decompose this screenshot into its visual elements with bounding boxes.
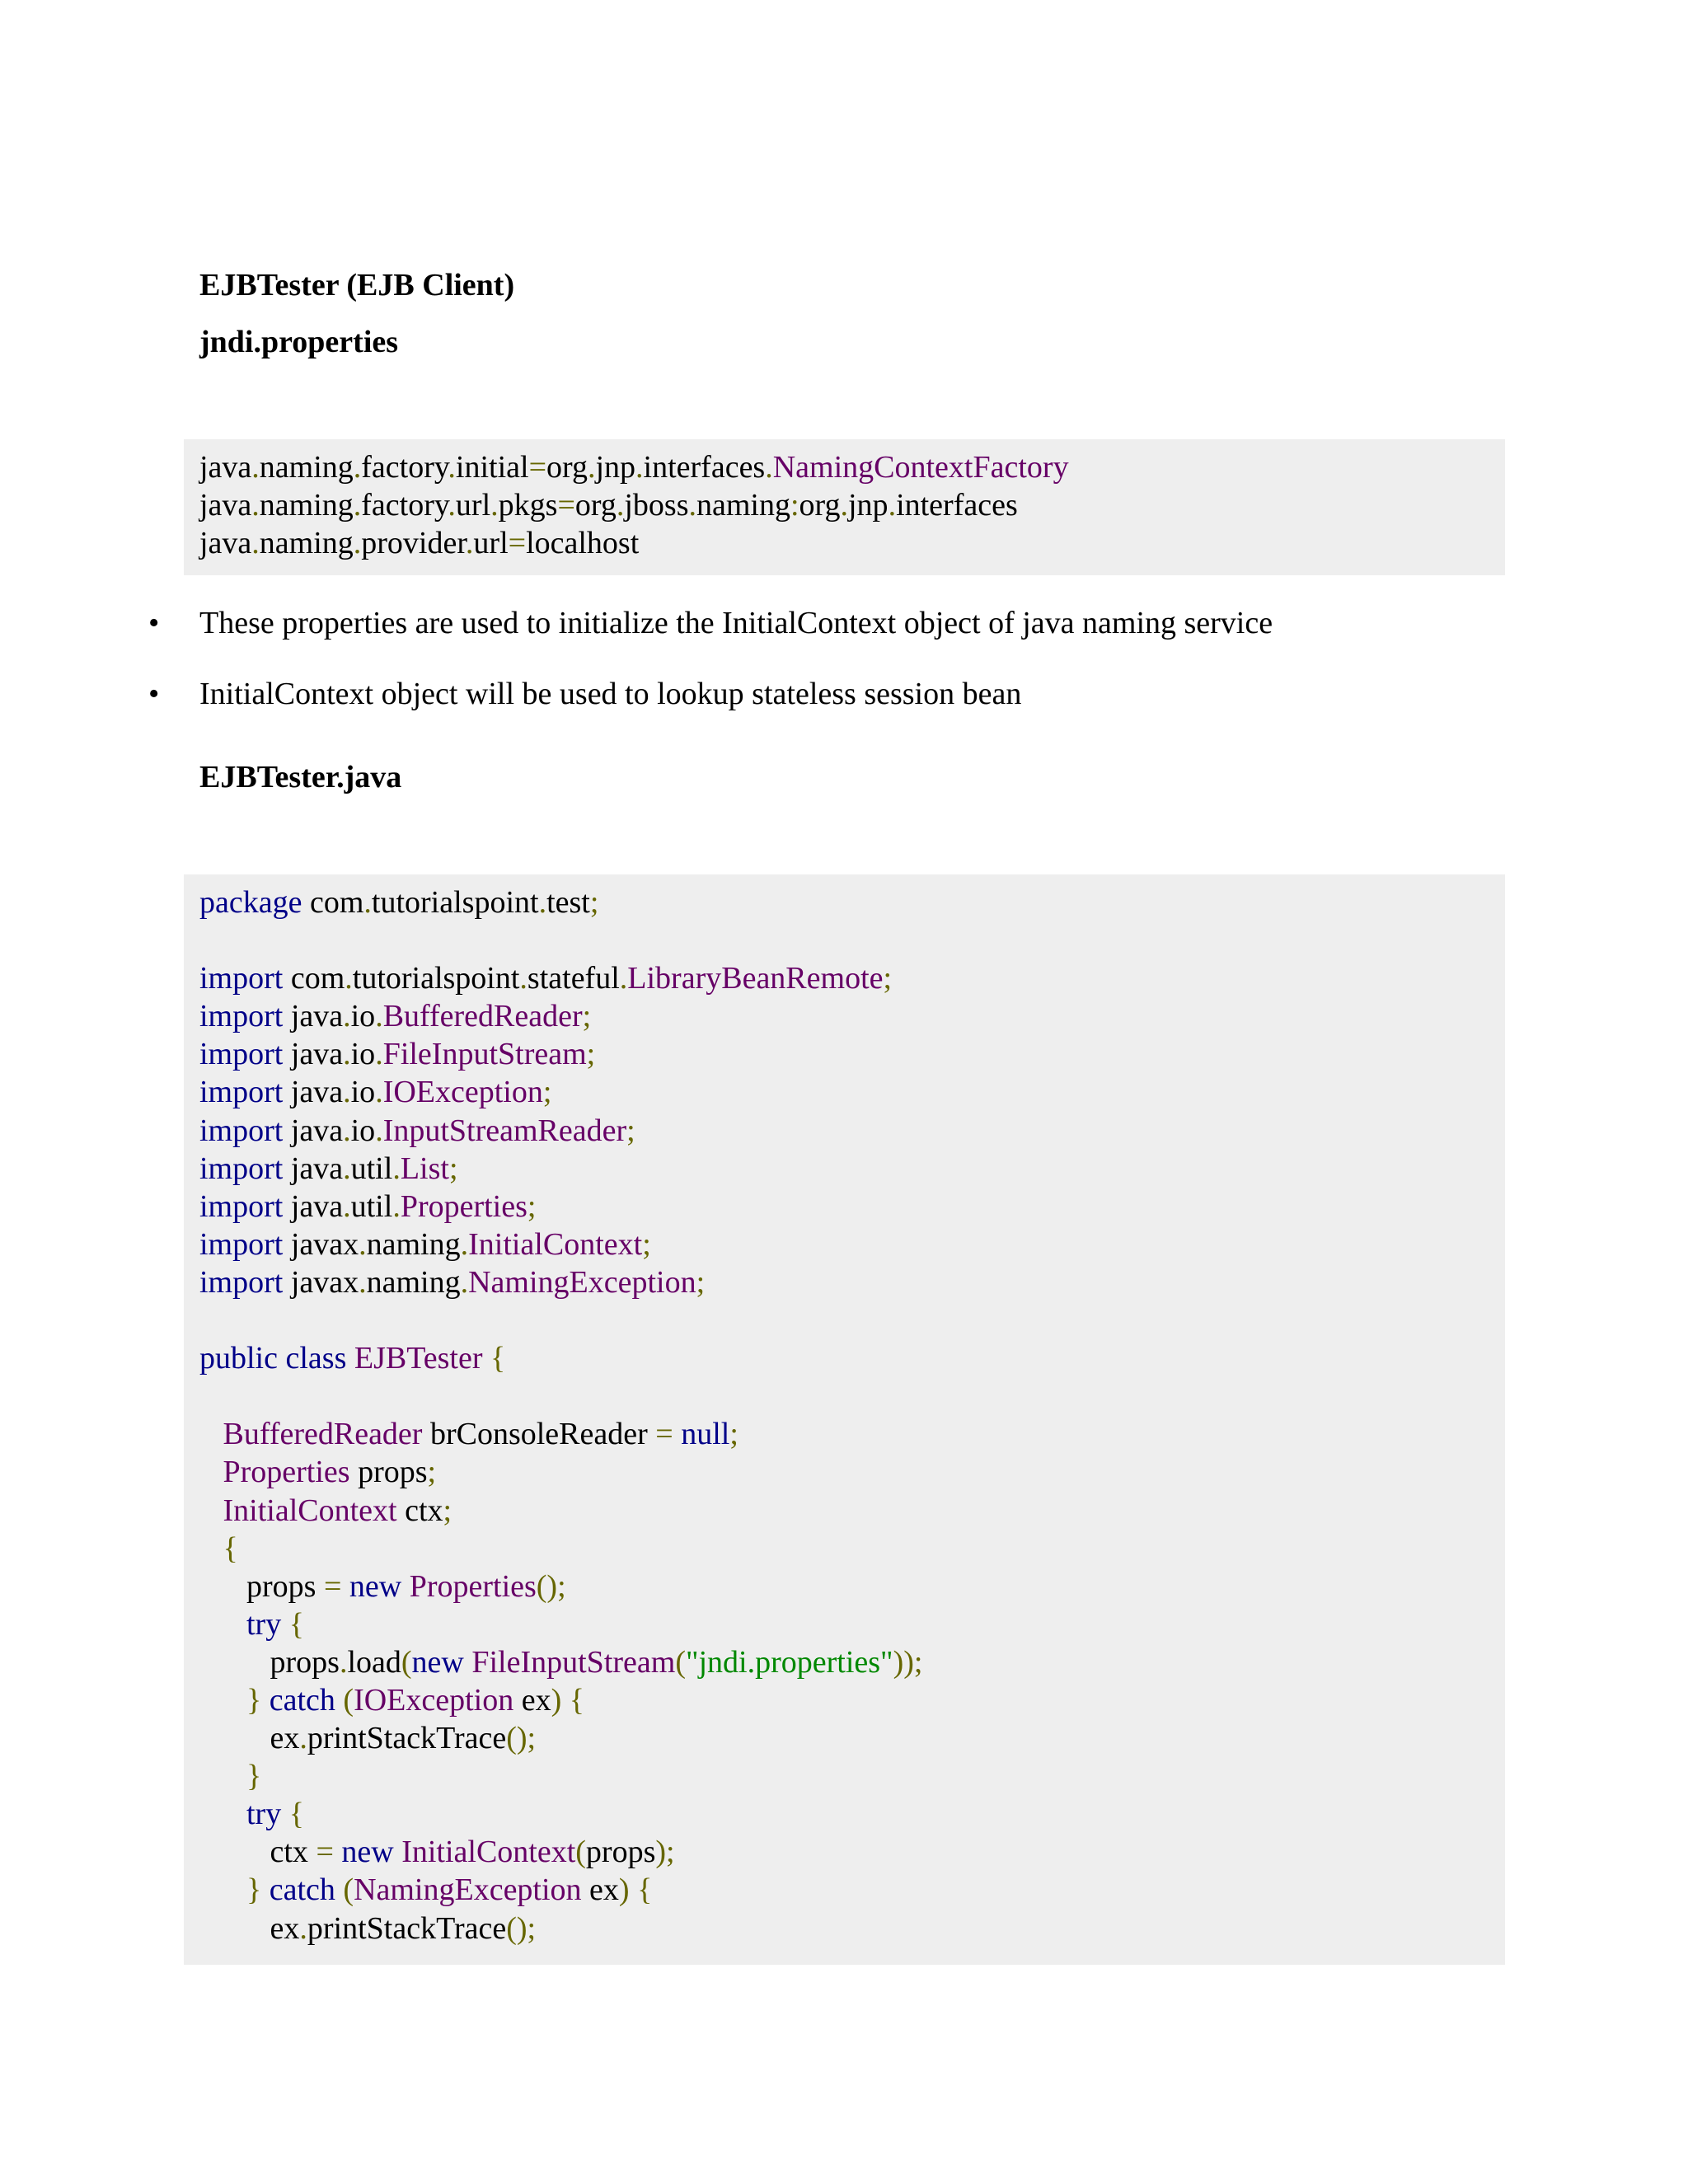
code-token: (); (536, 1568, 566, 1604)
code-token: . (251, 526, 260, 561)
code-token (561, 1683, 570, 1718)
code-token: NamingContextFactory (772, 450, 1069, 485)
code-token: . (353, 488, 362, 523)
code-token: (); (506, 1910, 537, 1946)
code-token: printStackTrace (307, 1721, 507, 1756)
code-token: props (349, 1455, 428, 1490)
code-token: ( (401, 1644, 412, 1680)
code-token: load (347, 1644, 401, 1680)
code-token: Properties (409, 1568, 537, 1604)
code-token: . (616, 488, 625, 523)
code-token (261, 1872, 270, 1907)
code-line (199, 1605, 1505, 1643)
code-token: io (350, 1113, 376, 1148)
code-token: . (448, 488, 456, 523)
code-token: ; (586, 1037, 596, 1072)
code-line (199, 1492, 1505, 1530)
code-token: localhost (526, 526, 640, 561)
code-token: ; (729, 1417, 738, 1452)
code-token: { (288, 1797, 304, 1832)
code-token: ) (618, 1872, 630, 1908)
code-token: . (375, 1113, 383, 1148)
code-line (199, 1188, 1505, 1226)
code-token: try (246, 1606, 282, 1642)
code-token: ( (675, 1644, 686, 1680)
code-token: java (283, 999, 344, 1034)
code-token: naming (259, 450, 354, 485)
code-token: tutorialspoint (371, 885, 539, 920)
code-token: new (341, 1835, 394, 1870)
code-token: : (790, 488, 799, 523)
code-token (199, 1683, 246, 1718)
code-token: ); (655, 1835, 675, 1870)
code-line (199, 921, 1505, 959)
code-token (394, 1835, 402, 1869)
code-line (199, 1415, 1505, 1453)
code-token: InitialContext (223, 1493, 397, 1528)
code-token: jboss (624, 488, 689, 523)
code-line (199, 1910, 1505, 1947)
code-token: props (199, 1644, 340, 1680)
code-token: . (465, 526, 474, 561)
code-token: . (363, 885, 372, 920)
code-token: (); (506, 1721, 537, 1756)
code-token: import (199, 999, 284, 1034)
code-token (261, 1683, 270, 1718)
bullet-marker: • (148, 677, 160, 711)
code-token: javax (283, 1264, 359, 1300)
code-token: io (350, 1037, 376, 1072)
code-token: . (460, 1226, 469, 1262)
code-token: EJBTester (354, 1341, 483, 1376)
code-token: LibraryBeanRemote (627, 961, 884, 996)
code-token (281, 1797, 289, 1831)
code-token: ex (199, 1721, 300, 1756)
code-token: import (199, 1037, 284, 1072)
code-token: Properties (223, 1455, 350, 1490)
code-token: . (359, 1226, 367, 1262)
code-token: = (316, 1835, 334, 1870)
code-token (281, 1607, 289, 1642)
code-token: url (455, 488, 491, 523)
code-token: import (199, 1264, 284, 1300)
code-token: . (587, 450, 596, 485)
code-token: test (546, 885, 590, 920)
code-token: ex (199, 1910, 300, 1946)
code-token: java (199, 450, 252, 485)
code-token: . (392, 1151, 401, 1186)
code-line (199, 1263, 1505, 1301)
code-token: . (343, 1075, 351, 1110)
code-line (199, 1643, 1505, 1681)
code-token: jnp (848, 488, 889, 523)
code-token: class (285, 1341, 347, 1376)
code-token (199, 1531, 223, 1566)
code-token: public (199, 1341, 278, 1376)
code-line (199, 448, 1505, 486)
code-token: interfaces (896, 488, 1018, 523)
code-line (199, 1795, 1505, 1833)
code-token: } (246, 1682, 262, 1718)
code-token: . (490, 488, 499, 523)
code-token: java (199, 526, 252, 561)
code-token (199, 1607, 246, 1642)
code-token: . (299, 1910, 307, 1946)
code-token: ( (343, 1872, 354, 1908)
code-token: jnp (595, 450, 636, 485)
code-token: tutorialspoint (352, 961, 520, 996)
code-token: interfaces (643, 450, 766, 485)
code-line (199, 1112, 1505, 1150)
code-line (199, 1530, 1505, 1568)
code-token: naming (259, 488, 354, 523)
code-token: factory (361, 488, 448, 523)
code-token: import (199, 1226, 284, 1262)
code-token: IOException (354, 1682, 514, 1718)
code-token (341, 1569, 349, 1604)
code-token: util (350, 1188, 393, 1224)
bullet-marker: • (148, 606, 160, 640)
code-token: { (223, 1530, 238, 1566)
code-token: FileInputStream (382, 1037, 587, 1072)
section-heading-client: EJBTester (EJB Client) (199, 268, 515, 302)
code-token: ; (582, 999, 592, 1034)
code-token (199, 1417, 223, 1451)
code-token: . (339, 1644, 348, 1680)
code-token: = (557, 488, 575, 523)
code-line (199, 1757, 1505, 1795)
code-token (346, 1341, 354, 1376)
code-token: ; (626, 1113, 635, 1148)
code-token: java (283, 1037, 344, 1072)
code-token: ex (513, 1682, 551, 1718)
code-line (199, 1301, 1505, 1339)
code-token: java (283, 1075, 344, 1110)
code-token: catch (269, 1682, 335, 1718)
section-heading-java-file: EJBTester.java (199, 760, 402, 794)
code-token: java (283, 1151, 344, 1186)
code-token: ex (581, 1872, 619, 1908)
code-token: . (635, 450, 644, 485)
code-token: . (888, 488, 897, 523)
code-line (199, 1568, 1505, 1605)
code-token: . (375, 1075, 383, 1110)
code-line (199, 959, 1505, 997)
code-token: . (765, 450, 773, 485)
code-token: . (688, 488, 696, 523)
code-token: . (375, 1037, 383, 1072)
code-token: import (199, 961, 284, 996)
code-token: } (246, 1759, 262, 1794)
code-line (199, 883, 1505, 921)
code-token: . (353, 450, 362, 485)
code-token: . (343, 1037, 351, 1072)
code-token: } (246, 1872, 262, 1908)
code-token: . (619, 961, 628, 996)
code-token: java (283, 1188, 344, 1224)
code-token: catch (269, 1872, 335, 1908)
code-token: ; (443, 1493, 452, 1528)
code-token: IOException (382, 1075, 543, 1110)
code-token: pkgs (498, 488, 558, 523)
code-token: io (350, 1075, 376, 1110)
code-line (199, 1377, 1505, 1415)
code-token: ; (696, 1264, 706, 1300)
code-token (199, 1455, 223, 1489)
code-token: . (519, 961, 528, 996)
code-token: naming (366, 1226, 461, 1262)
code-token (464, 1645, 472, 1680)
code-token: { (288, 1606, 304, 1642)
code-token: com (283, 961, 345, 996)
code-token: Properties (400, 1188, 528, 1224)
code-token: BufferedReader (382, 999, 583, 1034)
code-token: java (199, 488, 252, 523)
code-token: props (199, 1568, 324, 1604)
code-token: . (538, 885, 547, 920)
code-token: { (637, 1872, 653, 1908)
code-token: try (246, 1797, 282, 1832)
code-token: . (460, 1264, 469, 1300)
code-token (483, 1341, 491, 1376)
code-token: new (411, 1644, 464, 1680)
code-token: . (343, 1188, 351, 1224)
code-token: ( (343, 1682, 354, 1718)
code-token: com (302, 885, 364, 920)
code-token (673, 1417, 682, 1451)
code-token: javax (283, 1226, 359, 1262)
code-token: null (681, 1417, 730, 1452)
code-token: { (490, 1341, 506, 1376)
code-token: naming (259, 526, 354, 561)
code-token: NamingException (354, 1872, 582, 1908)
code-token: . (343, 999, 351, 1034)
code-token (199, 1759, 246, 1793)
code-token: = (508, 526, 527, 561)
java-code-block (184, 874, 1505, 1965)
code-token: provider (361, 526, 466, 561)
code-token: org (799, 488, 841, 523)
code-token: . (343, 1113, 351, 1148)
code-token: initial (455, 450, 529, 485)
code-token: . (345, 961, 353, 996)
code-token (199, 1797, 246, 1831)
code-token: new (349, 1568, 402, 1604)
code-token: url (473, 526, 509, 561)
code-line (199, 1833, 1505, 1871)
code-line (199, 1339, 1505, 1377)
code-line (199, 997, 1505, 1035)
code-token: InitialContext (401, 1835, 576, 1870)
code-token: ; (542, 1075, 552, 1110)
code-token: ; (448, 1151, 458, 1186)
code-token: ) (551, 1682, 562, 1718)
code-token: BufferedReader (223, 1417, 423, 1452)
code-token: . (251, 488, 260, 523)
code-line (199, 486, 1505, 524)
bullet-text-properties: These properties are used to initialize the InitialContext object of java naming service (199, 606, 1273, 640)
code-token: ; (883, 961, 893, 996)
code-token (199, 1493, 223, 1528)
code-line (199, 1073, 1505, 1111)
code-token: . (343, 1151, 351, 1186)
code-token: FileInputStream (471, 1644, 676, 1680)
code-token (630, 1872, 638, 1907)
bullet-text-initialcontext: InitialContext object will be used to lookup stateless session bean (199, 677, 1022, 711)
code-token: . (251, 450, 260, 485)
code-line (199, 524, 1505, 562)
code-token: printStackTrace (307, 1910, 507, 1946)
code-token: . (840, 488, 848, 523)
code-token: brConsoleReader (422, 1417, 656, 1452)
code-token: stateful (527, 961, 620, 996)
code-token: util (350, 1151, 393, 1186)
section-heading-properties-file: jndi.properties (199, 325, 399, 359)
code-token: props (585, 1835, 656, 1870)
code-token: naming (696, 488, 790, 523)
code-line (199, 1226, 1505, 1263)
code-token: ctx (199, 1835, 316, 1870)
code-token: io (350, 999, 376, 1034)
code-token: . (299, 1721, 307, 1756)
code-token: org (546, 450, 588, 485)
code-token: ctx (396, 1493, 443, 1528)
code-line (199, 1871, 1505, 1909)
code-token (335, 1872, 344, 1907)
code-token (335, 1683, 344, 1718)
code-token: import (199, 1113, 284, 1148)
code-token: factory (361, 450, 448, 485)
code-line (199, 1035, 1505, 1073)
code-token: naming (366, 1264, 461, 1300)
code-line (199, 1719, 1505, 1757)
code-token: )); (893, 1644, 923, 1680)
code-token: . (392, 1188, 401, 1224)
code-token: import (199, 1151, 284, 1186)
code-token: ( (575, 1835, 586, 1870)
code-token: NamingException (468, 1264, 696, 1300)
code-token: . (353, 526, 362, 561)
code-token: { (569, 1682, 584, 1718)
code-token: . (448, 450, 456, 485)
code-token: package (199, 885, 302, 920)
code-token: . (359, 1264, 367, 1300)
code-token (401, 1569, 410, 1604)
code-token: org (574, 488, 617, 523)
code-token: ; (427, 1455, 437, 1490)
code-token: InputStreamReader (382, 1113, 627, 1148)
properties-code-block (184, 439, 1505, 575)
code-token (199, 1872, 246, 1907)
code-token: ; (642, 1226, 651, 1262)
code-line (199, 1453, 1505, 1491)
code-token: import (199, 1075, 284, 1110)
code-token: ; (527, 1188, 537, 1224)
code-token: List (400, 1151, 449, 1186)
code-line (199, 1681, 1505, 1719)
code-token: "jndi.properties" (685, 1644, 893, 1680)
code-line (199, 1150, 1505, 1188)
code-token: = (323, 1568, 342, 1604)
code-token: = (655, 1417, 673, 1452)
code-token: ; (589, 885, 599, 920)
code-token: InitialContext (468, 1226, 643, 1262)
code-token (334, 1835, 342, 1869)
code-token: import (199, 1188, 284, 1224)
code-token: . (375, 999, 383, 1034)
code-token: java (283, 1113, 344, 1148)
code-token: = (528, 450, 547, 485)
